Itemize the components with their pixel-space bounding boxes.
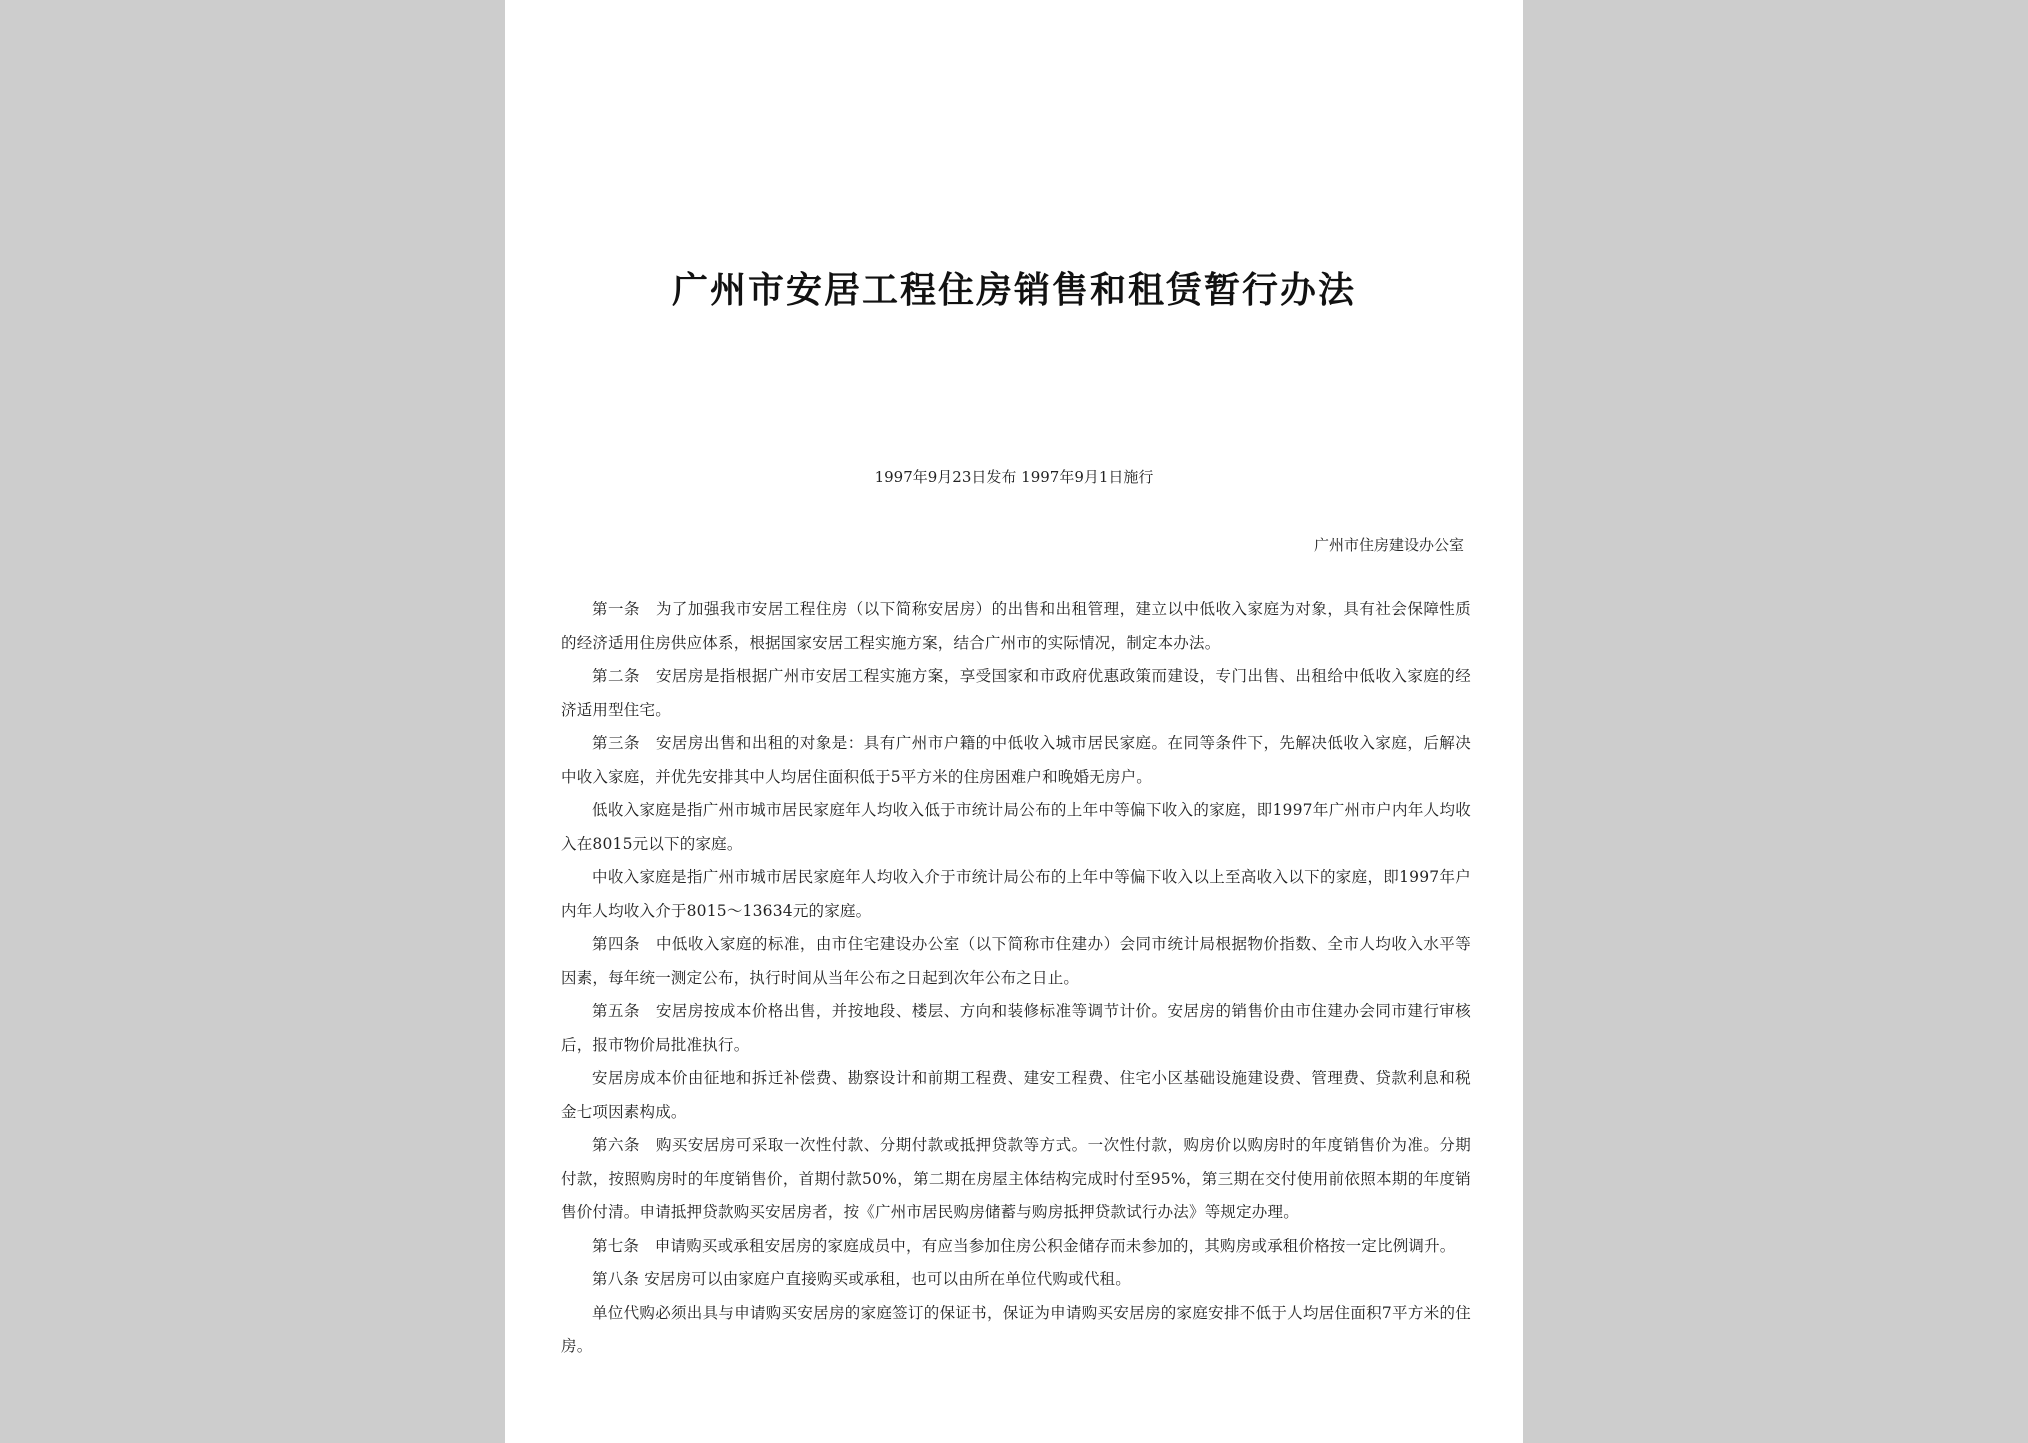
document-page (505, 0, 1523, 1443)
paragraph-middle-income-definition: 中收入家庭是指广州市城市居民家庭年人均收入介于市统计局公布的上年中等偏下收入以上至高收入以下的家庭，即1997年户内年人均收入介于8015～13634元的家庭。 (561, 868, 1471, 920)
paragraph-article-5: 第五条 安居房按成本价格出售，并按地段、楼层、方向和装修标准等调节计价。安居房的销售价由市住建办会同市建行审核后，报市物价局批准执行。 (561, 1002, 1471, 1054)
document-body (561, 593, 1471, 1364)
paragraph-low-income-definition: 低收入家庭是指广州市城市居民家庭年人均收入低于市统计局公布的上年中等偏下收入的家庭，即1997年广州市户内年人均收入在8015元以下的家庭。 (561, 801, 1471, 853)
paragraph-article-6: 第六条 购买安居房可采取一次性付款、分期付款或抵押贷款等方式。一次性付款，购房价以购房时的年度销售价为准。分期付款，按照购房时的年度销售价，首期付款50%，第二期在房屋主体结构完成时付至95%，第三期在交付使用前依照本期的年度销售价付清。申请抵押贷款购买安居房者，按《广州市居民购房储蓄与购房抵押贷款试行办法》等规定办理。 (561, 1136, 1471, 1221)
paragraph-article-2: 第二条 安居房是指根据广州市安居工程实施方案，享受国家和市政府优惠政策而建设，专门出售、出租给中低收入家庭的经济适用型住宅。 (561, 667, 1471, 719)
paragraph-unit-purchase: 单位代购必须出具与申请购买安居房的家庭签订的保证书，保证为申请购买安居房的家庭安排不低于人均居住面积7平方米的住房。 (561, 1303, 1471, 1355)
paragraph-article-8: 第八条 安居房可以由家庭户直接购买或承租，也可以由所在单位代购或代租。 (592, 1270, 1131, 1288)
paragraph-article-1: 第一条 为了加强我市安居工程住房（以下简称安居房）的出售和出租管理，建立以中低收入家庭为对象，具有社会保障性质的经济适用住房供应体系，根据国家安居工程实施方案，结合广州市的实际情况，制定本办法。 (561, 600, 1471, 652)
issuing-office: 广州市住房建设办公室 (1313, 536, 1464, 554)
paragraph-cost-composition: 安居房成本价由征地和拆迁补偿费、勘察设计和前期工程费、建安工程费、住宅小区基础设施建设费、管理费、贷款利息和税金七项因素构成。 (561, 1069, 1471, 1121)
paragraph-article-4: 第四条 中低收入家庭的标准，由市住宅建设办公室（以下简称市住建办）会同市统计局根据物价指数、全市人均收入水平等因素，每年统一测定公布，执行时间从当年公布之日起到次年公布之日止。 (561, 935, 1471, 987)
publish-dates: 1997年9月23日发布 1997年9月1日施行 (874, 468, 1154, 486)
document-title: 广州市安居工程住房销售和租赁暂行办法 (671, 269, 1356, 311)
paragraph-article-7: 第七条 申请购买或承租安居房的家庭成员中，有应当参加住房公积金储存而未参加的，其购房或承租价格按一定比例调升。 (592, 1236, 1456, 1255)
paragraph-article-3: 第三条 安居房出售和出租的对象是：具有广州市户籍的中低收入城市居民家庭。在同等条件下，先解决低收入家庭，后解决中收入家庭，并优先安排其中人均居住面积低于5平方米的住房困难户和晚婚无房户。 (561, 734, 1471, 786)
